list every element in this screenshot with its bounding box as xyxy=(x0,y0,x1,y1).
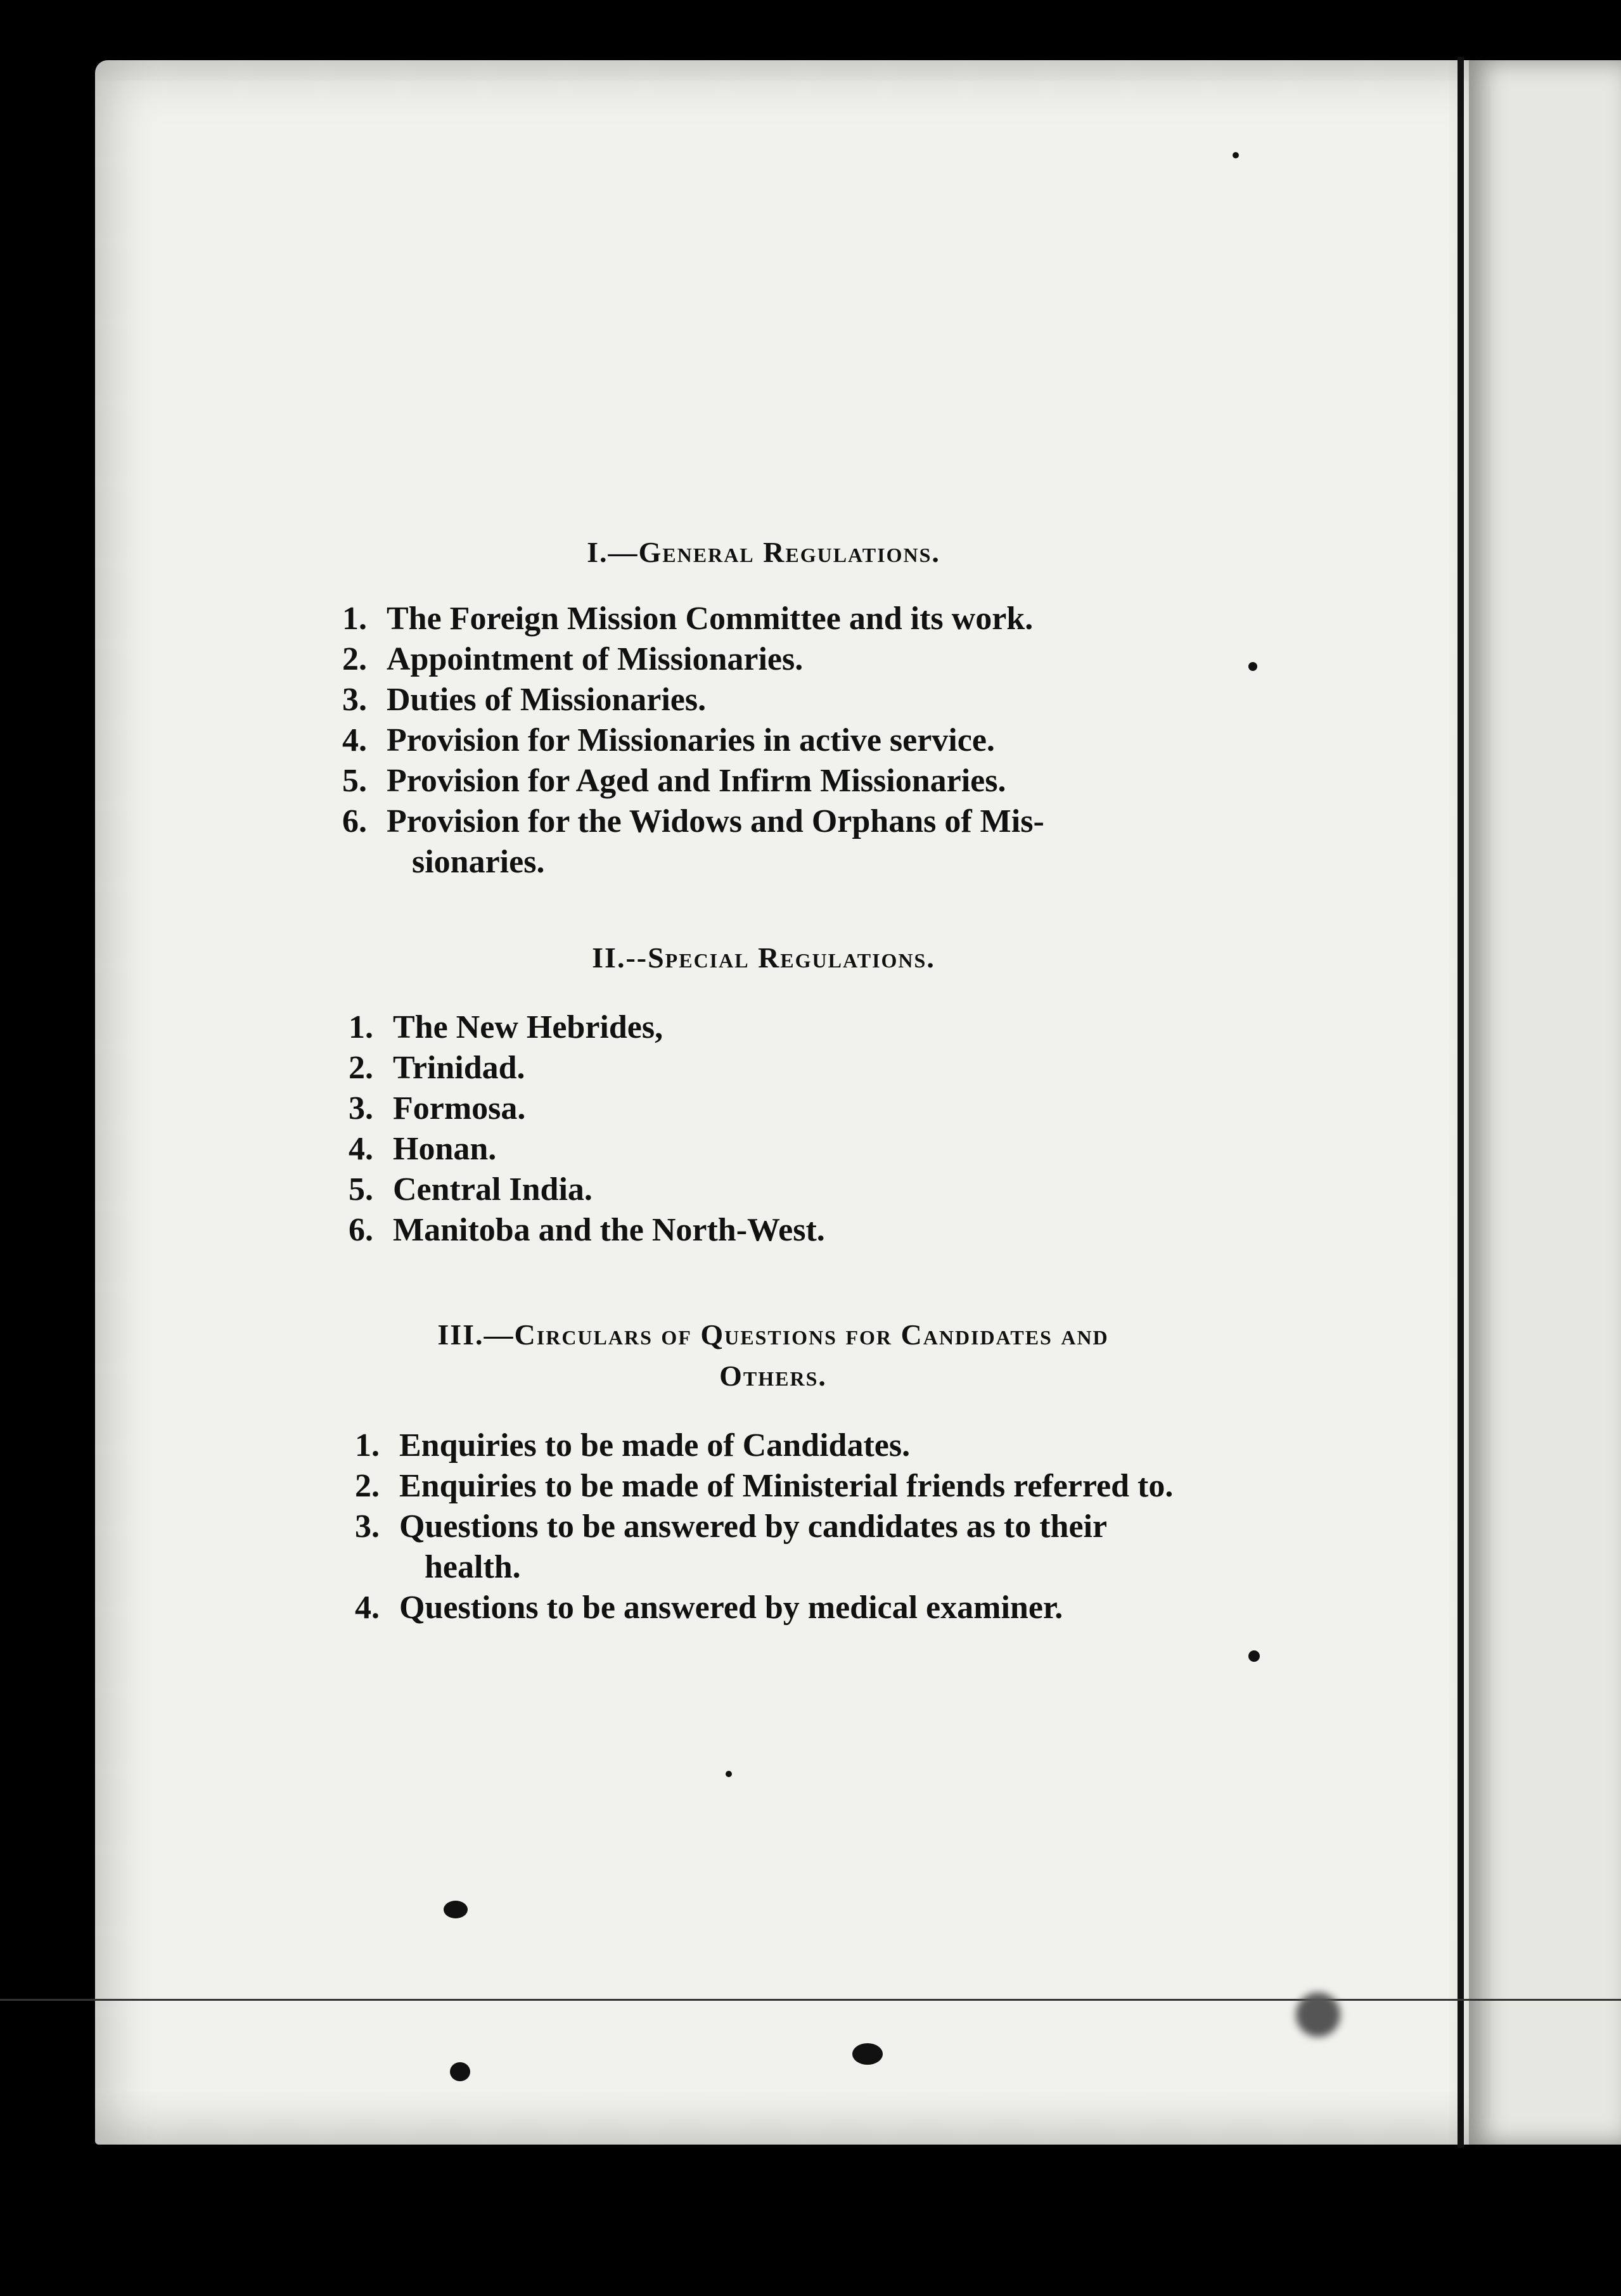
item-continuation: health. xyxy=(425,1549,521,1585)
item-number: 1. xyxy=(342,601,367,637)
item-number: 5. xyxy=(349,1171,373,1208)
list-item xyxy=(342,680,1185,720)
scan-speck xyxy=(852,2043,883,2065)
item-text: Enquiries to be made of Ministerial friends referred to. xyxy=(399,1468,1174,1504)
list-item xyxy=(355,1588,1204,1628)
scan-speck xyxy=(1296,1993,1340,2037)
scan-speck xyxy=(444,1901,468,1918)
list-item xyxy=(342,720,1185,761)
section-title-circulars-continued: Others. xyxy=(719,1360,827,1392)
item-text: The Foreign Mission Committee and its work. xyxy=(387,601,1034,637)
scan-speck xyxy=(450,2062,470,2081)
circulars-list xyxy=(355,1425,1204,1628)
item-number: 5. xyxy=(342,763,367,799)
list-item xyxy=(355,1466,1204,1507)
list-item xyxy=(349,1088,1191,1129)
item-number: 3. xyxy=(342,682,367,718)
scan-speck xyxy=(1233,152,1239,158)
list-item xyxy=(349,1170,1191,1210)
list-item xyxy=(342,599,1185,639)
list-item xyxy=(355,1507,1204,1588)
section-title-circulars: III.—Circulars of Questions for Candidates and xyxy=(437,1318,1109,1351)
item-text: Appointment of Missionaries. xyxy=(387,641,804,677)
list-item xyxy=(342,639,1185,680)
item-number: 4. xyxy=(349,1131,373,1167)
item-number: 6. xyxy=(349,1212,373,1248)
item-number: 4. xyxy=(342,722,367,758)
item-number: 2. xyxy=(355,1468,380,1504)
item-text: Provision for Aged and Infirm Missionaries. xyxy=(387,763,1006,799)
item-number: 3. xyxy=(349,1090,373,1126)
item-number: 1. xyxy=(355,1427,380,1464)
list-item xyxy=(342,761,1185,801)
item-text: Trinidad. xyxy=(393,1050,525,1086)
list-item xyxy=(355,1425,1204,1466)
scan-speck xyxy=(1248,662,1257,671)
item-number: 3. xyxy=(355,1508,380,1545)
general-regulations-list xyxy=(342,599,1185,883)
list-item xyxy=(349,1007,1191,1048)
item-number: 6. xyxy=(342,803,367,839)
item-text: Honan. xyxy=(393,1131,497,1167)
item-text: The New Hebrides, xyxy=(393,1009,663,1045)
item-text: Provision for Missionaries in active service. xyxy=(387,722,995,758)
item-text: Duties of Missionaries. xyxy=(387,682,707,718)
item-text: Central India. xyxy=(393,1171,593,1208)
item-number: 1. xyxy=(349,1009,373,1045)
list-item xyxy=(349,1048,1191,1088)
special-regulations-list xyxy=(349,1007,1191,1251)
item-number: 2. xyxy=(342,641,367,677)
item-text: Questions to be answered by candidates as to their xyxy=(399,1508,1108,1545)
list-item xyxy=(342,801,1185,883)
list-item xyxy=(349,1129,1191,1170)
scan-speck xyxy=(726,1771,732,1777)
scan-speck xyxy=(1248,1650,1260,1662)
section-title-special-regulations: II.--Special Regulations. xyxy=(592,941,935,974)
item-text: Manitoba and the North-West. xyxy=(393,1212,825,1248)
item-text: Questions to be answered by medical examiner. xyxy=(399,1590,1063,1626)
item-continuation: sionaries. xyxy=(412,844,545,880)
item-text: Provision for the Widows and Orphans of Mis- xyxy=(387,803,1044,839)
item-number: 4. xyxy=(355,1590,380,1626)
section-title-general-regulations: I.—General Regulations. xyxy=(587,536,940,568)
item-text: Enquiries to be made of Candidates. xyxy=(399,1427,911,1464)
item-text: Formosa. xyxy=(393,1090,526,1126)
list-item xyxy=(349,1210,1191,1251)
item-number: 2. xyxy=(349,1050,373,1086)
